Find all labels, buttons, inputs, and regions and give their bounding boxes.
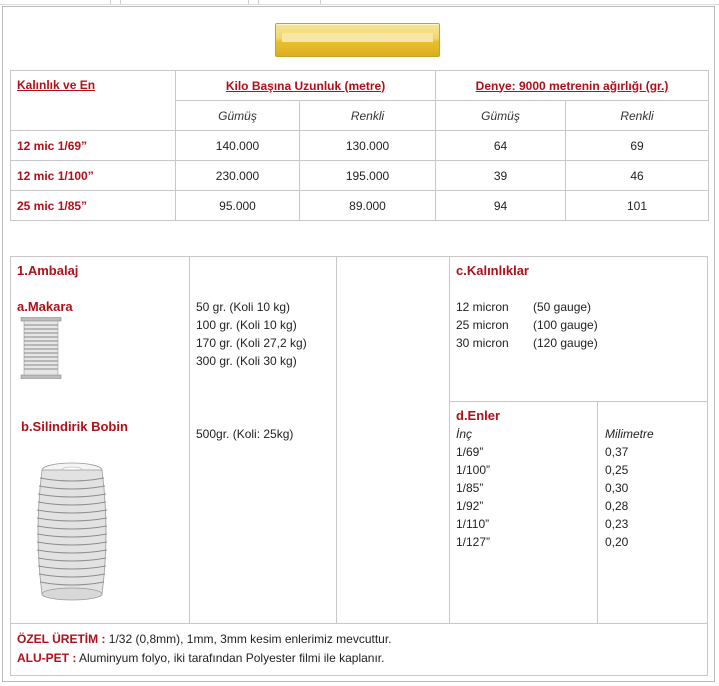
width-mm-2: 0,25 [605, 463, 629, 477]
table-cell: 195.000 [300, 161, 436, 191]
width-mm-5: 0,23 [605, 517, 629, 531]
spool-weight-3: 170 gr. (Koli 27,2 kg) [196, 336, 307, 350]
spool-icon [18, 317, 64, 379]
special-production-label: ÖZEL ÜRETİM : [17, 632, 106, 646]
table-cell: 95.000 [176, 191, 300, 221]
widths-mm-header: Milimetre [605, 427, 654, 441]
denier-header: Denye: 9000 metrenin ağırlığı (gr.) [436, 71, 709, 101]
table-cell: 101 [566, 191, 709, 221]
thickness-title: c.Kalınlıklar [456, 263, 529, 278]
table-cell: 89.000 [300, 191, 436, 221]
alupet-label: ALU-PET : [17, 651, 77, 665]
thickness-gauge-2: (100 gauge) [533, 318, 598, 332]
width-inch-4: 1/92” [456, 499, 484, 513]
packaging-title: 1.Ambalaj [17, 263, 79, 278]
gold-banner-button[interactable] [275, 23, 440, 57]
table-cell: 64 [436, 131, 566, 161]
width-inch-1: 1/69” [456, 445, 484, 459]
thickness-gauge-3: (120 gauge) [533, 336, 598, 350]
table-cell: 69 [566, 131, 709, 161]
spec-table [10, 70, 709, 221]
table-cell: 39 [436, 161, 566, 191]
table-row [11, 191, 709, 221]
table-cell: 140.000 [176, 131, 300, 161]
width-inch-3: 1/85” [456, 481, 484, 495]
length-per-kilo-header: Kilo Başına Uzunluk (metre) [176, 71, 436, 101]
alupet-text: Aluminyum folyo, iki tarafından Polyester filmi ile kaplanır. [76, 651, 385, 665]
special-production-line [17, 630, 392, 648]
widths-inch-header: İnç [456, 427, 473, 441]
row-label: 12 mic 1/69” [11, 131, 176, 161]
width-mm-3: 0,30 [605, 481, 629, 495]
table-row [11, 161, 709, 191]
spool-weight-1: 50 gr. (Koli 10 kg) [196, 300, 291, 314]
widths-title: d.Enler [456, 408, 501, 423]
thickness-micron-1: 12 micron [456, 300, 509, 314]
spool-weight-4: 300 gr. (Koli 30 kg) [196, 354, 297, 368]
row-label: 12 mic 1/100” [11, 161, 176, 191]
width-mm-1: 0,37 [605, 445, 629, 459]
thickness-width-header: Kalınlık ve En [11, 71, 176, 131]
table-cell: 230.000 [176, 161, 300, 191]
width-mm-6: 0,20 [605, 535, 629, 549]
thickness-micron-2: 25 micron [456, 318, 509, 332]
empty-column [336, 256, 450, 624]
subheader-colored-2: Renkli [566, 101, 709, 131]
table-row [11, 131, 709, 161]
table-cell: 130.000 [300, 131, 436, 161]
table-cell: 94 [436, 191, 566, 221]
width-mm-4: 0,28 [605, 499, 629, 513]
alupet-line [17, 649, 384, 667]
subheader-silver-1: Gümüş [176, 101, 300, 131]
subheader-silver-2: Gümüş [436, 101, 566, 131]
bobbin-weight: 500gr. (Koli: 25kg) [196, 427, 294, 441]
special-production-text: 1/32 (0,8mm), 1mm, 3mm kesim enlerimiz mevcuttur. [105, 632, 392, 646]
table-cell: 46 [566, 161, 709, 191]
top-tab-strip [0, 0, 719, 5]
row-label: 25 mic 1/85” [11, 191, 176, 221]
thickness-gauge-1: (50 gauge) [533, 300, 592, 314]
bobbin-label: b.Silindirik Bobin [21, 419, 128, 434]
subheader-colored-1: Renkli [300, 101, 436, 131]
width-inch-2: 1/100” [456, 463, 491, 477]
spool-weight-2: 100 gr. (Koli 10 kg) [196, 318, 297, 332]
thickness-micron-3: 30 micron [456, 336, 509, 350]
spec-header-row [11, 71, 709, 101]
width-inch-6: 1/127” [456, 535, 491, 549]
cylindrical-bobbin-icon [30, 462, 114, 602]
spool-label: a.Makara [17, 299, 73, 314]
width-inch-5: 1/110” [456, 517, 490, 531]
